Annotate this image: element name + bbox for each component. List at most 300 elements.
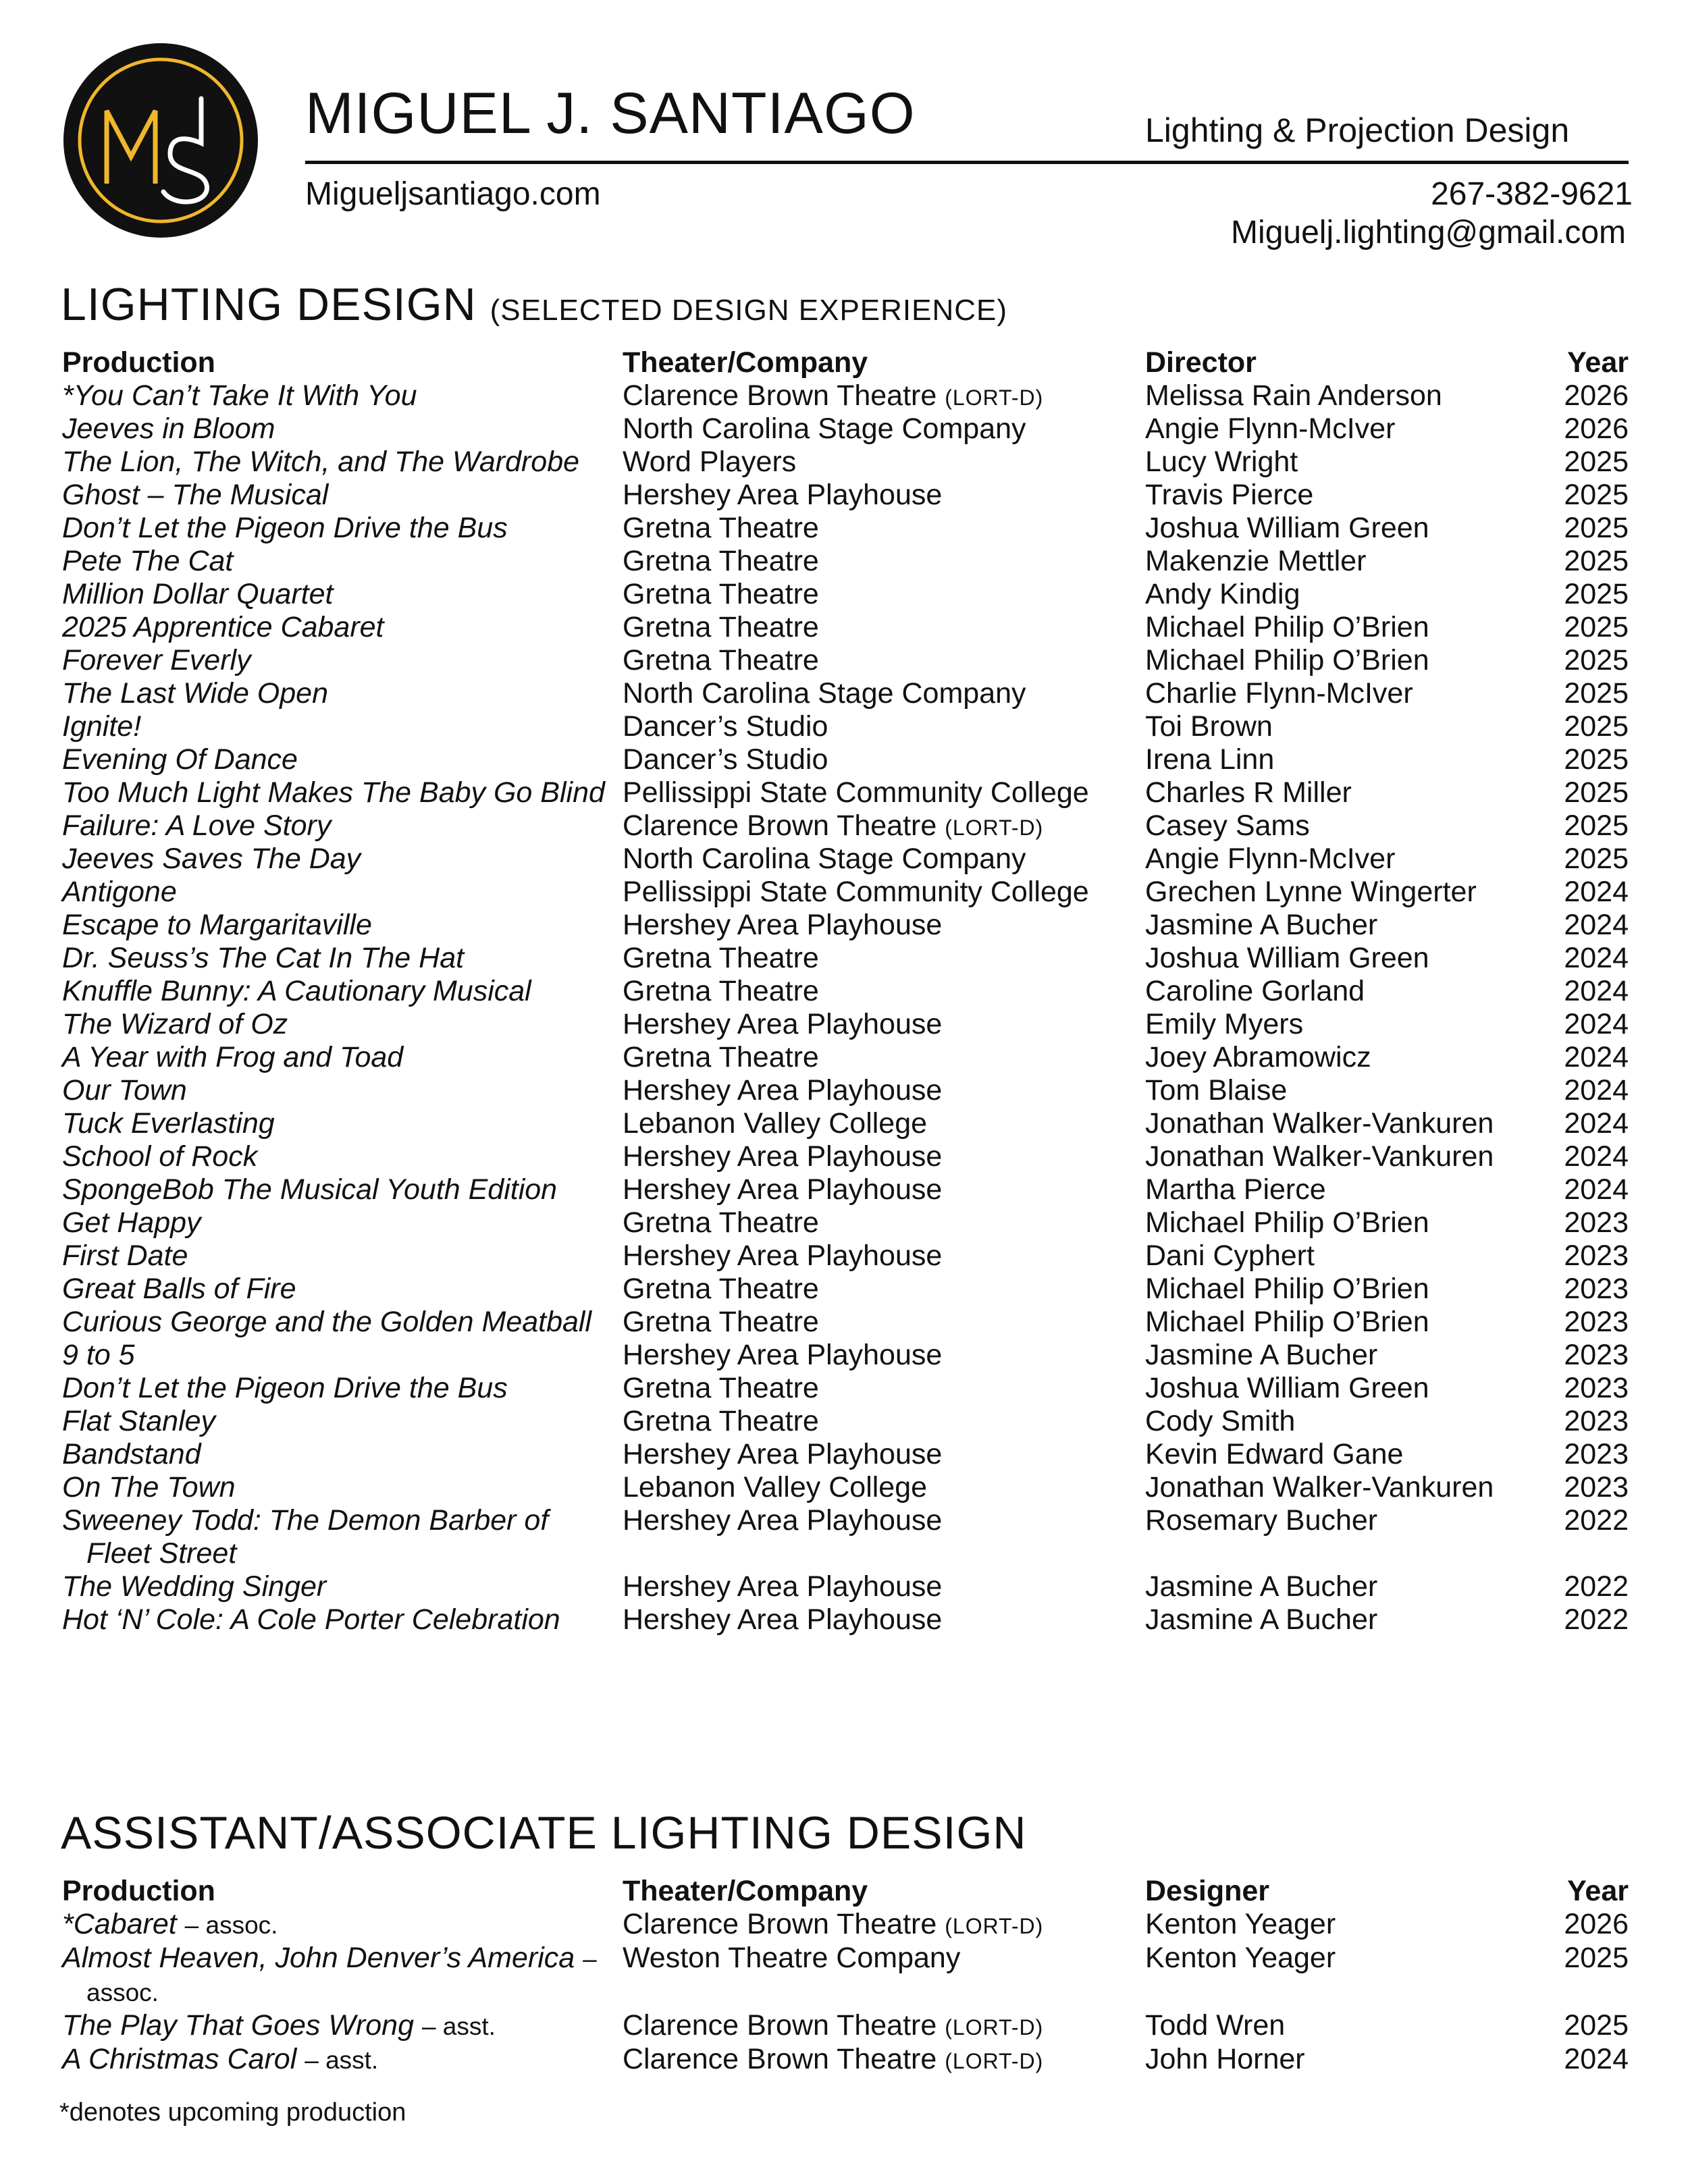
production-cell: [62, 1603, 613, 1636]
production-cell: [62, 512, 613, 545]
theater-cell: [623, 1372, 819, 1405]
year-cell: 2025: [1564, 479, 1629, 511]
production-cell: [62, 942, 613, 975]
theater-name: Clarence Brown Theatre: [623, 2009, 937, 2042]
production-cell: [62, 578, 613, 611]
director-cell: Angie Flynn-McIver: [1145, 843, 1396, 875]
theater-cell: [623, 776, 1089, 809]
assistant-design-table: [62, 1875, 1629, 2077]
director-cell: Travis Pierce: [1145, 479, 1314, 511]
theater-cell: [623, 743, 828, 776]
production-cell: [62, 1041, 613, 1074]
theater-name: Hershey Area Playhouse: [623, 1140, 943, 1173]
director-cell: Joshua William Green: [1145, 942, 1429, 974]
production-title: Curious George and the Golden Meatball: [62, 1306, 592, 1338]
theater-cell: [623, 1273, 819, 1306]
theater-name: North Carolina Stage Company: [623, 843, 1026, 875]
lort-tag: (LORT-D): [945, 2049, 1044, 2073]
theater-cell: [623, 1008, 942, 1041]
theater-name: Gretna Theatre: [623, 1306, 819, 1338]
production-cell: [62, 776, 613, 809]
production-title: 2025 Apprentice Cabaret: [62, 611, 384, 643]
table-row: [62, 1339, 1629, 1372]
year-cell: 2025: [1564, 2009, 1629, 2042]
header-theater: Theater/Company: [623, 1875, 868, 1907]
director-cell: Irena Linn: [1145, 743, 1275, 776]
theater-cell: [623, 446, 796, 479]
director-cell: Jonathan Walker-Vankuren: [1145, 1471, 1494, 1503]
theater-cell: [623, 975, 819, 1008]
theater-cell: [623, 512, 819, 545]
theater-name: Clarence Brown Theatre: [623, 2043, 937, 2075]
theater-cell: [623, 644, 819, 677]
production-title: Flat Stanley: [62, 1405, 216, 1437]
table-row: [62, 809, 1629, 843]
production-cell: [62, 446, 613, 479]
lighting-design-subtitle: (SELECTED DESIGN EXPERIENCE): [490, 294, 1008, 327]
year-cell: 2023: [1564, 1471, 1629, 1503]
lighting-design-table: [62, 346, 1629, 1636]
production-title: The Wizard of Oz: [62, 1008, 288, 1040]
production-title: A Year with Frog and Toad: [62, 1041, 404, 1073]
production-title: Don’t Let the Pigeon Drive the Bus: [62, 512, 508, 544]
year-cell: 2025: [1564, 545, 1629, 577]
year-cell: 2024: [1564, 876, 1629, 908]
production-cell: [62, 1908, 613, 1942]
theater-name: Hershey Area Playhouse: [623, 1570, 943, 1603]
theater-cell: [623, 2009, 1043, 2044]
role-note: – assoc.: [184, 1911, 278, 1939]
director-cell: Kevin Edward Gane: [1145, 1438, 1404, 1470]
production-title: Jeeves in Bloom: [62, 412, 275, 445]
year-cell: 2025: [1564, 710, 1629, 743]
year-cell: 2022: [1564, 1603, 1629, 1636]
phone-number[interactable]: 267-382-9621: [1431, 176, 1633, 212]
theater-name: Gretna Theatre: [623, 942, 819, 974]
director-cell: Grechen Lynne Wingerter: [1145, 876, 1477, 908]
production-title: Escape to Margaritaville: [62, 909, 372, 941]
year-cell: 2024: [1564, 1107, 1629, 1140]
theater-cell: [623, 1107, 927, 1140]
year-cell: 2024: [1564, 1041, 1629, 1073]
theater-name: Hershey Area Playhouse: [623, 909, 943, 941]
production-cell: [62, 1173, 613, 1206]
theater-name: Gretna Theatre: [623, 1372, 819, 1404]
theater-name: North Carolina Stage Company: [623, 412, 1026, 445]
ms-logo: [62, 42, 259, 239]
theater-name: Hershey Area Playhouse: [623, 479, 943, 511]
production-title: First Date: [62, 1240, 188, 1272]
theater-name: Pellissippi State Community College: [623, 776, 1089, 809]
director-cell: Kenton Yeager: [1145, 1908, 1336, 1940]
header-production: Production: [62, 1875, 215, 1907]
theater-cell: [623, 1240, 942, 1273]
table-row: [62, 677, 1629, 710]
year-cell: 2026: [1564, 412, 1629, 445]
production-title: Almost Heaven, John Denver’s America: [62, 1942, 575, 1974]
year-cell: 2022: [1564, 1570, 1629, 1603]
year-cell: 2024: [1564, 1008, 1629, 1040]
director-cell: Lucy Wright: [1145, 446, 1298, 478]
theater-name: Clarence Brown Theatre: [623, 809, 937, 842]
table-row: [62, 876, 1629, 909]
production-cell: [62, 1074, 613, 1107]
header-theater: Theater/Company: [623, 346, 868, 379]
theater-name: Hershey Area Playhouse: [623, 1173, 943, 1206]
production-title: Antigone: [62, 876, 177, 908]
production-title: Too Much Light Makes The Baby Go Blind: [62, 776, 605, 809]
theater-name: Gretna Theatre: [623, 975, 819, 1007]
lighting-design-title: LIGHTING DESIGN: [61, 279, 477, 330]
production-title: Our Town: [62, 1074, 187, 1107]
website-link[interactable]: Migueljsantiago.com: [305, 176, 601, 212]
production-cell: [62, 1140, 613, 1173]
table-row: [62, 1438, 1629, 1471]
production-cell: [62, 677, 613, 710]
designer-name: MIGUEL J. SANTIAGO: [305, 81, 916, 146]
email-link[interactable]: Miguelj.lighting@gmail.com: [1231, 215, 1626, 250]
table-row: [62, 1504, 1629, 1570]
production-cell: [62, 710, 613, 743]
lort-tag: (LORT-D): [945, 816, 1044, 840]
theater-name: Gretna Theatre: [623, 1206, 819, 1239]
production-title: The Lion, The Witch, and The Wardrobe: [62, 446, 580, 478]
year-cell: 2025: [1564, 1942, 1629, 1974]
year-cell: 2026: [1564, 379, 1629, 412]
table-row: [62, 1405, 1629, 1438]
production-title: SpongeBob The Musical Youth Edition: [62, 1173, 558, 1206]
year-cell: 2024: [1564, 975, 1629, 1007]
production-title: 9 to 5: [62, 1339, 135, 1371]
production-cell: [62, 1405, 613, 1438]
director-cell: Michael Philip O’Brien: [1145, 1206, 1429, 1239]
lort-tag: (LORT-D): [945, 385, 1044, 410]
production-cell: [62, 843, 613, 876]
theater-cell: [623, 1405, 819, 1438]
table-row: [62, 1273, 1629, 1306]
production-cell: [62, 2043, 613, 2077]
director-cell: Jonathan Walker-Vankuren: [1145, 1107, 1494, 1140]
theater-cell: [623, 809, 1043, 845]
theater-cell: [623, 1504, 942, 1537]
production-title: Bandstand: [62, 1438, 201, 1470]
theater-cell: [623, 677, 1026, 710]
year-cell: 2025: [1564, 446, 1629, 478]
theater-name: Word Players: [623, 446, 797, 478]
table-row: [62, 446, 1629, 479]
table-row: [62, 975, 1629, 1008]
lort-tag: (LORT-D): [945, 1914, 1044, 1938]
header-production: Production: [62, 346, 215, 379]
theater-name: Hershey Area Playhouse: [623, 1603, 943, 1636]
director-cell: Kenton Yeager: [1145, 1942, 1336, 1974]
director-cell: Martha Pierce: [1145, 1173, 1326, 1206]
production-cell: [62, 379, 613, 412]
production-cell: [62, 1206, 613, 1240]
production-cell: [62, 975, 613, 1008]
theater-cell: [623, 379, 1043, 415]
theater-cell: [623, 942, 819, 975]
production-title: Failure: A Love Story: [62, 809, 332, 842]
director-cell: Andy Kindig: [1145, 578, 1300, 610]
year-cell: 2024: [1564, 1173, 1629, 1206]
theater-cell: [623, 710, 828, 743]
year-cell: 2025: [1564, 677, 1629, 710]
table-row: [62, 1240, 1629, 1273]
header-director: Designer: [1145, 1875, 1270, 1907]
production-title: Million Dollar Quartet: [62, 578, 334, 610]
year-cell: 2024: [1564, 942, 1629, 974]
table-row: [62, 743, 1629, 776]
table-row: [62, 710, 1629, 743]
production-cell: [62, 909, 613, 942]
director-cell: Joshua William Green: [1145, 512, 1429, 544]
table-row: [62, 843, 1629, 876]
table-row: [62, 1074, 1629, 1107]
theater-name: Gretna Theatre: [623, 545, 819, 577]
year-cell: 2023: [1564, 1372, 1629, 1404]
director-cell: Toi Brown: [1145, 710, 1273, 743]
production-cell: [62, 1306, 613, 1339]
production-title: Ghost – The Musical: [62, 479, 329, 511]
table-row: [62, 1306, 1629, 1339]
role-note: – assoc.: [86, 1945, 597, 2006]
theater-name: North Carolina Stage Company: [623, 677, 1026, 710]
table-row: [62, 776, 1629, 809]
theater-cell: [623, 1041, 819, 1074]
production-cell: [62, 611, 613, 644]
table-row: [62, 644, 1629, 677]
table-row: [62, 611, 1629, 644]
production-title: Ignite!: [62, 710, 142, 743]
year-cell: 2025: [1564, 512, 1629, 544]
production-cell: [62, 1008, 613, 1041]
year-cell: 2023: [1564, 1405, 1629, 1437]
director-cell: Michael Philip O’Brien: [1145, 611, 1429, 643]
table-row: [62, 578, 1629, 611]
director-cell: Jasmine A Bucher: [1145, 1603, 1378, 1636]
director-cell: Casey Sams: [1145, 809, 1310, 842]
production-cell: [62, 809, 613, 843]
production-title: The Last Wide Open: [62, 677, 328, 710]
year-cell: 2022: [1564, 1504, 1629, 1537]
theater-name: Weston Theatre Company: [623, 1942, 961, 1974]
theater-cell: [623, 1206, 819, 1240]
director-cell: Tom Blaise: [1145, 1074, 1288, 1107]
theater-name: Gretna Theatre: [623, 1273, 819, 1305]
table-row: [62, 1008, 1629, 1041]
director-cell: Todd Wren: [1145, 2009, 1286, 2042]
production-title: Evening Of Dance: [62, 743, 298, 776]
production-title: On The Town: [62, 1471, 236, 1503]
production-cell: [62, 1107, 613, 1140]
table-row: [62, 545, 1629, 578]
director-cell: Caroline Gorland: [1145, 975, 1365, 1007]
table-row: [62, 1107, 1629, 1140]
year-cell: 2025: [1564, 843, 1629, 875]
production-cell: [62, 1240, 613, 1273]
production-cell: [62, 1471, 613, 1504]
production-title: Pete The Cat: [62, 545, 234, 577]
role-note: – asst.: [421, 2013, 496, 2040]
table-row: [62, 379, 1629, 412]
director-cell: Melissa Rain Anderson: [1145, 379, 1442, 412]
year-cell: 2023: [1564, 1240, 1629, 1272]
table-row: [62, 1471, 1629, 1504]
theater-name: Hershey Area Playhouse: [623, 1504, 943, 1537]
production-title: Tuck Everlasting: [62, 1107, 275, 1140]
theater-name: Clarence Brown Theatre: [623, 1908, 937, 1940]
theater-cell: [623, 545, 819, 578]
year-cell: 2023: [1564, 1273, 1629, 1305]
table-row: [62, 942, 1629, 975]
theater-name: Hershey Area Playhouse: [623, 1074, 943, 1107]
theater-cell: [623, 876, 1089, 909]
production-cell: [62, 1504, 613, 1570]
theater-cell: [623, 2043, 1043, 2078]
director-cell: Angie Flynn-McIver: [1145, 412, 1396, 445]
production-title: A Christmas Carol: [62, 2043, 297, 2075]
production-title: Dr. Seuss’s The Cat In The Hat: [62, 942, 465, 974]
production-title: Don’t Let the Pigeon Drive the Bus: [62, 1372, 508, 1404]
director-cell: Emily Myers: [1145, 1008, 1304, 1040]
assistant-design-heading: ASSISTANT/ASSOCIATE LIGHTING DESIGN: [61, 1807, 1027, 1859]
theater-name: Hershey Area Playhouse: [623, 1008, 943, 1040]
production-title: Sweeney Todd: The Demon Barber of Fleet Street: [62, 1504, 549, 1570]
header-rule: [305, 161, 1629, 164]
theater-cell: [623, 1140, 942, 1173]
director-cell: Joshua William Green: [1145, 1372, 1429, 1404]
theater-name: Hershey Area Playhouse: [623, 1438, 943, 1470]
production-cell: [62, 479, 613, 512]
production-title: The Play That Goes Wrong: [62, 2009, 414, 2042]
theater-cell: [623, 1306, 819, 1339]
theater-name: Gretna Theatre: [623, 512, 819, 544]
year-cell: 2023: [1564, 1306, 1629, 1338]
year-cell: 2024: [1564, 909, 1629, 941]
production-title: *You Can’t Take It With You: [62, 379, 417, 412]
theater-name: Gretna Theatre: [623, 578, 819, 610]
year-cell: 2025: [1564, 578, 1629, 610]
production-cell: [62, 1339, 613, 1372]
header-director: Director: [1145, 346, 1257, 379]
table-row: [62, 2043, 1629, 2077]
theater-cell: [623, 1603, 942, 1636]
theater-name: Gretna Theatre: [623, 611, 819, 643]
year-cell: 2025: [1564, 809, 1629, 842]
year-cell: 2025: [1564, 743, 1629, 776]
production-title: *Cabaret: [62, 1908, 177, 1940]
table-row: [62, 909, 1629, 942]
theater-cell: [623, 578, 819, 611]
production-title: Jeeves Saves The Day: [62, 843, 361, 875]
year-cell: 2025: [1564, 644, 1629, 676]
theater-cell: [623, 1438, 942, 1471]
table-row: [62, 1603, 1629, 1636]
production-title: School of Rock: [62, 1140, 258, 1173]
table-row: [62, 1173, 1629, 1206]
director-cell: Jasmine A Bucher: [1145, 1339, 1378, 1371]
table-row: [62, 479, 1629, 512]
theater-name: Dancer’s Studio: [623, 743, 828, 776]
year-cell: 2026: [1564, 1908, 1629, 1940]
production-cell: [62, 1438, 613, 1471]
production-title: Hot ‘N’ Cole: A Cole Porter Celebration: [62, 1603, 560, 1636]
theater-cell: [623, 1570, 942, 1603]
theater-cell: [623, 479, 942, 512]
theater-name: Clarence Brown Theatre: [623, 379, 937, 412]
table-header-row: [62, 1875, 1629, 1908]
production-title: Get Happy: [62, 1206, 201, 1239]
theater-cell: [623, 909, 942, 942]
table-row: [62, 1908, 1629, 1942]
theater-cell: [623, 1942, 960, 1975]
production-title: Knuffle Bunny: A Cautionary Musical: [62, 975, 531, 1007]
year-cell: 2023: [1564, 1438, 1629, 1470]
director-cell: Charles R Miller: [1145, 776, 1352, 809]
theater-cell: [623, 1471, 927, 1504]
production-title: Forever Everly: [62, 644, 251, 676]
year-cell: 2023: [1564, 1339, 1629, 1371]
header-year: Year: [1567, 346, 1629, 379]
theater-cell: [623, 611, 819, 644]
role-note: – asst.: [305, 2046, 379, 2074]
theater-cell: [623, 1173, 942, 1206]
table-header-row: [62, 346, 1629, 379]
theater-name: Hershey Area Playhouse: [623, 1339, 943, 1371]
production-cell: [62, 2009, 613, 2043]
theater-name: Pellissippi State Community College: [623, 876, 1089, 908]
theater-cell: [623, 1908, 1043, 1943]
theater-name: Dancer’s Studio: [623, 710, 828, 743]
director-cell: Charlie Flynn-McIver: [1145, 677, 1413, 710]
production-title: The Wedding Singer: [62, 1570, 327, 1603]
table-row: [62, 1041, 1629, 1074]
header-year: Year: [1567, 1875, 1629, 1907]
theater-cell: [623, 1339, 942, 1372]
year-cell: 2025: [1564, 611, 1629, 643]
year-cell: 2023: [1564, 1206, 1629, 1239]
year-cell: 2024: [1564, 2043, 1629, 2075]
table-row: [62, 1140, 1629, 1173]
year-cell: 2025: [1564, 776, 1629, 809]
year-cell: 2024: [1564, 1140, 1629, 1173]
theater-name: Lebanon Valley College: [623, 1471, 928, 1503]
theater-name: Gretna Theatre: [623, 1405, 819, 1437]
production-cell: [62, 1372, 613, 1405]
footnote: *denotes upcoming production: [59, 2098, 406, 2127]
director-cell: Jasmine A Bucher: [1145, 1570, 1378, 1603]
director-cell: Makenzie Mettler: [1145, 545, 1367, 577]
production-cell: [62, 545, 613, 578]
designer-specialty: Lighting & Projection Design: [1145, 111, 1570, 149]
table-row: [62, 512, 1629, 545]
theater-cell: [623, 412, 1026, 446]
director-cell: Cody Smith: [1145, 1405, 1296, 1437]
theater-cell: [623, 1074, 942, 1107]
table-row: [62, 1206, 1629, 1240]
director-cell: John Horner: [1145, 2043, 1305, 2075]
theater-name: Gretna Theatre: [623, 644, 819, 676]
director-cell: Michael Philip O’Brien: [1145, 1273, 1429, 1305]
production-cell: [62, 1273, 613, 1306]
production-cell: [62, 876, 613, 909]
theater-name: Gretna Theatre: [623, 1041, 819, 1073]
director-cell: Joey Abramowicz: [1145, 1041, 1371, 1073]
theater-name: Lebanon Valley College: [623, 1107, 928, 1140]
theater-name: Hershey Area Playhouse: [623, 1240, 943, 1272]
table-row: [62, 1942, 1629, 2009]
